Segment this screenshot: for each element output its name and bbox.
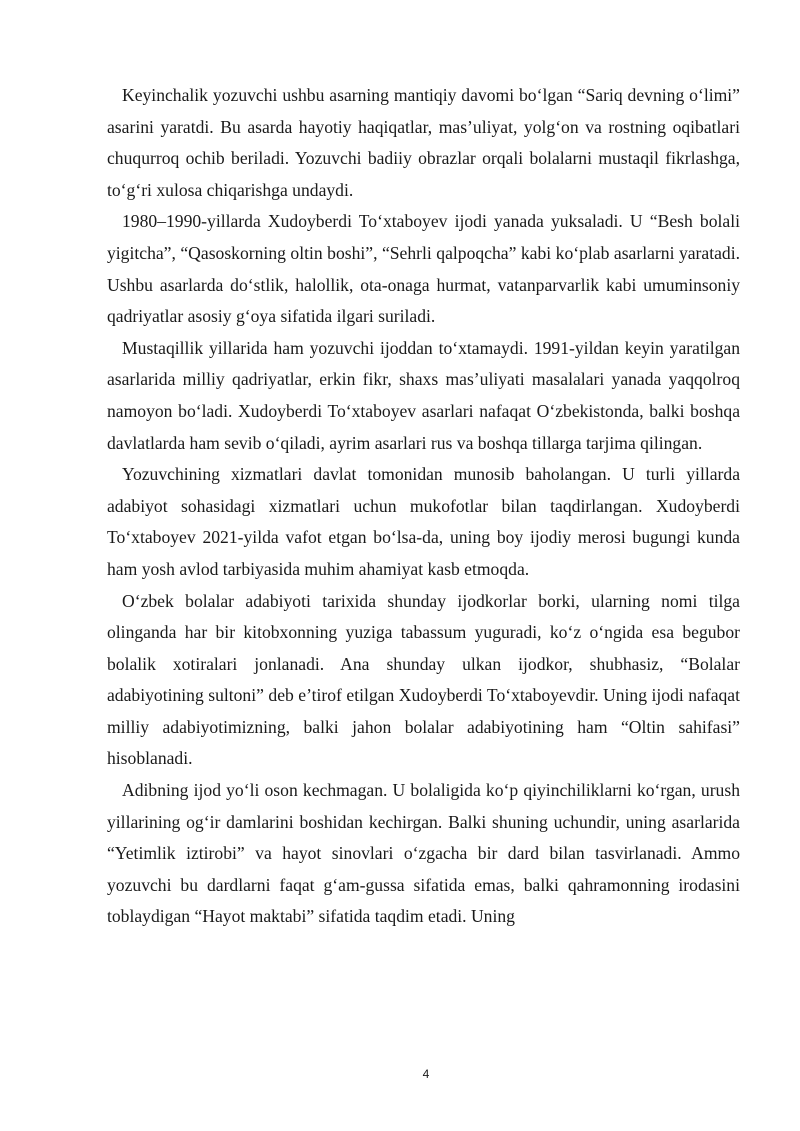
page-number: 4 (422, 1067, 430, 1081)
paragraph-6: Adibning ijod yo‘li oson kechmagan. U bolaligida ko‘p qiyinchiliklarni ko‘rgan, urush yillarining og‘ir damlarini boshidan kechirgan. Balki shuning uchundir, uning asarlarida “Yetimlik iztirobi” va hayot sinovlari o‘zgacha bir dard bilan tasvirlanadi. Ammo yozuvchi bu dardlarni faqat g‘am-gussa sifatida emas, balki qahramonning irodasini toblaydigan “Hayot maktabi” sifatida taqdim etadi. Uning (107, 780, 740, 927)
paragraph-4: Yozuvchining xizmatlari davlat tomonidan munosib baholangan. U turli yillarda adabiyot sohasidagi xizmatlari uchun mukofotlar bilan taqdirlangan. Xudoyberdi To‘xtaboyev 2021-yilda vafot etgan bo‘lsa-da, uning boy ijodiy merosi bugungi kunda ham yosh avlod tarbiyasida muhim ahamiyat kasb etmoqda. (107, 464, 740, 579)
paragraph-2: 1980–1990-yillarda Xudoyberdi To‘xtaboyev ijodi yanada yuksaladi. U “Besh bolali yigitcha”, “Qasoskorning oltin boshi”, “Sehrli qalpoqcha” kabi ko‘plab asarlarni yaratadi. Ushbu asarlarda do‘stlik, halollik, ota-onaga hurmat, vatanparvarlik kabi umuminsoniy qadriyatlar asosiy g‘oya sifatida ilgari suriladi. (107, 211, 740, 327)
paragraph-3: Mustaqillik yillarida ham yozuvchi ijoddan to‘xtamaydi. 1991-yildan keyin yaratilgan asarlarida milliy qadriyatlar, erkin fikr, shaxs mas’uliyati masalalari yanada yaqqolroq namoyon bo‘ladi. Xudoyberdi To‘xtaboyev asarlari nafaqat O‘zbekistonda, balki boshqa davlatlarda ham sevib o‘qiladi, ayrim asarlari rus va boshqa tillarga tarjima qilingan. (107, 337, 740, 453)
paragraph-5: O‘zbek bolalar adabiyoti tarixida shunday ijodkorlar borki, ularning nomi tilga olinganda har bir kitobxonning yuziga tabassum yuguradi, ko‘z o‘ngida esa begubor bolalik xotiralari jonlanadi. Ana shunday ulkan ijodkor, shubhasiz, “Bolalar adabiyotining sultoni” deb e’tirof etilgan Xudoyberdi To‘xtaboyevdir. Uning ijodi nafaqat milliy adabiyotimizning, balki jahon bolalar adabiyotining ham “Oltin sahifasi” hisoblanadi. (107, 590, 740, 769)
paragraph-1: Keyinchalik yozuvchi ushbu asarning mantiqiy davomi bo‘lgan “Sariq devning o‘limi” asarini yaratdi. Bu asarda hayotiy haqiqatlar, mas’uliyat, yolg‘on va rostning oqibatlari chuqurroq ochib beriladi. Yozuvchi badiiy obrazlar orqali bolalarni mustaqil fikrlashga, to‘g‘ri xulosa chiqarishga undaydi. (107, 85, 740, 200)
body-text (107, 80, 740, 933)
